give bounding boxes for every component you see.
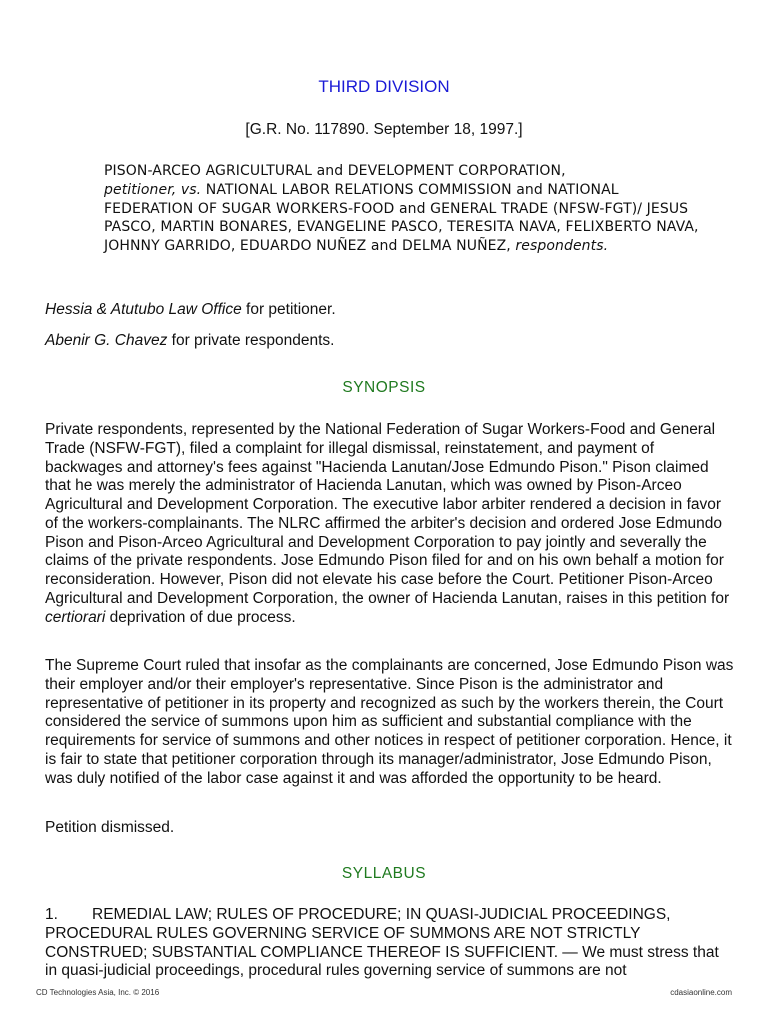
synopsis-paragraph-3: Petition dismissed.	[45, 819, 175, 836]
counsel-role: for private respondents.	[167, 332, 335, 349]
respondents-names: NATIONAL LABOR RELATIONS COMMISSION and NATIONAL FEDERATION OF SUGAR WORKERS-FOOD and GENERAL TRADE (NFSW-FGT)/ JESUS PASCO, MARTIN BONARES, EVANGELINE PASCO, TERESITA NAVA, FELIXBERTO NAVA, JOHNNY GARRIDO, EDUARDO NUÑEZ and DELMA NUÑEZ,	[104, 181, 699, 255]
petitioner-label: petitioner	[104, 181, 172, 198]
respondents-label: respondents.	[510, 238, 609, 255]
counsel-respondents	[45, 332, 735, 350]
counsel-name: Abenir G. Chavez	[45, 332, 168, 349]
counsel-role: for petitioner.	[241, 301, 336, 318]
synopsis-text: Private respondents, represented by the National Federation of Sugar Workers-Food and General Trade (NSFW-FGT), filed a complaint for illegal dismissal, reinstatement, and payment of backwages and attorney's fees against "Hacienda Lanutan/Jose Edmundo Pison." Pison claimed that he was merely the administrator of Hacienda Lanutan, which was owned by Pison-Arceo Agricultural and Development Corporation. The executive labor arbiter rendered a decision in favor of the workers-complainants. The NLRC affirmed the arbiter's decision and ordered Jose Edmundo Pison and Pison-Arceo Agricultural and Development Corporation to pay jointly and severally the claims of the private respondents. Jose Edmundo Pison filed for and on his own behalf a motion for reconsideration. However, Pison did not elevate his case before the Court. Petitioner Pison-Arceo Agricultural and Development Corporation, the owner of Hacienda Lanutan, raises in this petition for	[45, 421, 730, 607]
case-number: [G.R. No. 117890. September 18, 1997.]	[245, 121, 523, 138]
counsel-name: Hessia & Atutubo Law Office	[45, 301, 242, 318]
footer-website: cdasiaonline.com	[670, 988, 732, 997]
synopsis-heading: SYNOPSIS	[342, 379, 426, 396]
syllabus-item-number: 1.	[45, 906, 58, 923]
syllabus-heading: SYLLABUS	[341, 865, 427, 882]
synopsis-italic-term: certiorari	[45, 608, 106, 626]
syllabus-item-1	[45, 906, 735, 981]
synopsis-paragraph-1	[45, 421, 735, 627]
division-heading: THIRD DIVISION	[318, 77, 450, 96]
synopsis-text-end: deprivation of due process.	[105, 608, 296, 626]
counsel-petitioner	[45, 301, 735, 319]
synopsis-paragraph-2: The Supreme Court ruled that insofar as the complainants are concerned, Jose Edmundo Pison was their employer and/or their employer's representative. Since Pison is the administrator and representative of petitioner in its property and recognized as such by the workers therein, the Court considered the service of summons upon him as sufficient and substantial compliance with the requirements for service of summons and other notices in respect of petitioner corporation. Hence, it is fair to state that petitioner corporation through its manager/administrator, Jose Edmundo Pison, was duly notified of the labor case against it and was afforded the opportunity to be heard.	[45, 657, 734, 787]
case-parties	[104, 162, 704, 256]
footer-copyright: CD Technologies Asia, Inc. © 2016	[36, 988, 160, 997]
versus-label: , vs.	[171, 181, 202, 198]
syllabus-item-text: REMEDIAL LAW; RULES OF PROCEDURE; IN QUASI-JUDICIAL PROCEEDINGS, PROCEDURAL RULES GOVERNING SERVICE OF SUMMONS ARE NOT STRICTLY CONSTRUED; SUBSTANTIAL COMPLIANCE THEREOF IS SUFFICIENT. — We must stress that in quasi-judicial proceedings, procedural rules governing service of summons are not	[45, 906, 719, 980]
petitioner-name: PISON-ARCEO AGRICULTURAL and DEVELOPMENT CORPORATION,	[104, 163, 566, 179]
